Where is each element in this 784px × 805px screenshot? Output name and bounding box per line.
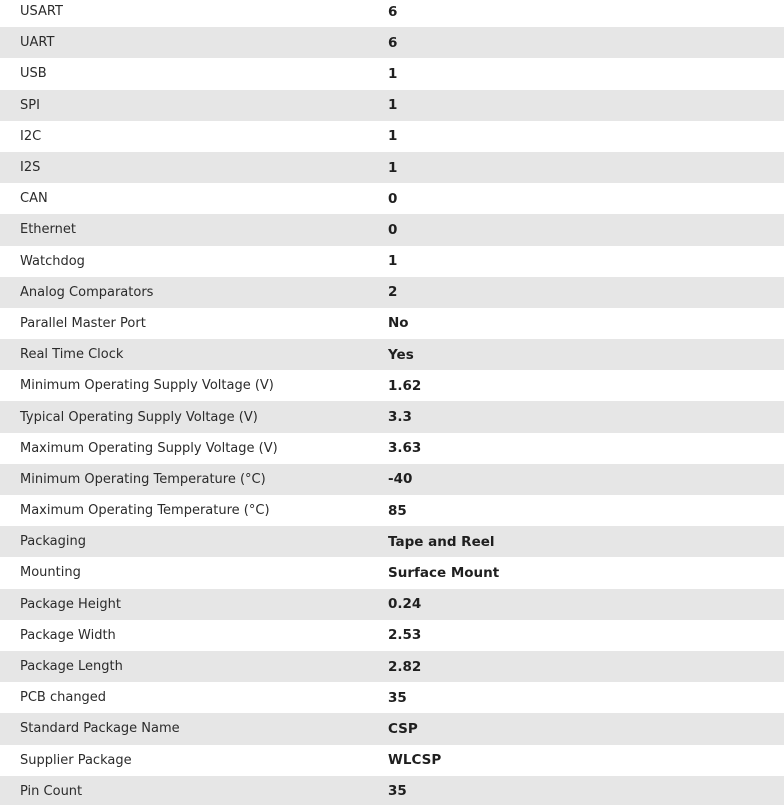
spec-row-ethernet — [0, 214, 784, 245]
spec-value: CSP — [388, 720, 418, 737]
spec-label: Typical Operating Supply Voltage (V) — [20, 409, 258, 425]
spec-value: 1 — [388, 97, 398, 114]
spec-value: 1 — [388, 159, 398, 176]
spec-row-typ-supply-voltage — [0, 401, 784, 432]
spec-label: USART — [20, 4, 63, 20]
spec-row-watchdog — [0, 246, 784, 277]
spec-row-max-supply-voltage — [0, 433, 784, 464]
spec-value: 35 — [388, 689, 407, 706]
spec-value: 2.82 — [388, 658, 422, 675]
spec-row-spi — [0, 90, 784, 121]
spec-label: I2C — [20, 128, 42, 144]
spec-value: No — [388, 315, 409, 332]
spec-label: Mounting — [20, 565, 81, 581]
spec-row-parallel-master-port — [0, 308, 784, 339]
spec-value: WLCSP — [388, 752, 442, 769]
spec-row-can — [0, 183, 784, 214]
spec-row-package-height — [0, 589, 784, 620]
spec-row-pin-count — [0, 776, 784, 805]
spec-row-packaging — [0, 526, 784, 557]
spec-row-supplier-package — [0, 745, 784, 776]
spec-row-pcb-changed — [0, 682, 784, 713]
spec-value: 2 — [388, 284, 398, 301]
spec-label: Ethernet — [20, 222, 76, 238]
spec-value: -40 — [388, 471, 413, 488]
spec-label: I2S — [20, 160, 41, 176]
spec-value: 3.63 — [388, 440, 422, 457]
spec-row-analog-comparators — [0, 277, 784, 308]
spec-label: Pin Count — [20, 783, 83, 799]
spec-label: Standard Package Name — [20, 721, 180, 737]
spec-row-i2c — [0, 121, 784, 152]
spec-value: 1 — [388, 65, 398, 82]
spec-value: Tape and Reel — [388, 533, 495, 550]
spec-value: 85 — [388, 502, 407, 519]
spec-label: Package Height — [20, 596, 121, 612]
spec-label: Maximum Operating Supply Voltage (V) — [20, 440, 278, 456]
spec-label: Minimum Operating Temperature (°C) — [20, 471, 266, 487]
spec-label: Maximum Operating Temperature (°C) — [20, 503, 270, 519]
spec-label: Analog Comparators — [20, 284, 154, 300]
spec-value: 6 — [388, 3, 398, 20]
spec-label: Package Width — [20, 627, 116, 643]
spec-label: PCB changed — [20, 690, 107, 706]
spec-row-max-temperature — [0, 495, 784, 526]
spec-label: Supplier Package — [20, 752, 132, 768]
spec-label: UART — [20, 35, 55, 51]
spec-row-package-length — [0, 651, 784, 682]
spec-row-min-temperature — [0, 464, 784, 495]
spec-row-min-supply-voltage — [0, 370, 784, 401]
spec-value: 0 — [388, 190, 398, 207]
spec-label: Package Length — [20, 659, 123, 675]
spec-label: Real Time Clock — [20, 347, 124, 363]
spec-value: Yes — [388, 346, 414, 363]
spec-label: Watchdog — [20, 253, 85, 269]
spec-value: 3.3 — [388, 409, 412, 426]
spec-row-usb — [0, 58, 784, 89]
spec-value: 2.53 — [388, 627, 422, 644]
spec-row-i2s — [0, 152, 784, 183]
spec-row-mounting — [0, 557, 784, 588]
spec-value: 1 — [388, 253, 398, 270]
spec-row-usart — [0, 0, 784, 27]
spec-label: Parallel Master Port — [20, 315, 146, 331]
spec-label: Packaging — [20, 534, 86, 550]
spec-label: Minimum Operating Supply Voltage (V) — [20, 378, 274, 394]
spec-row-package-width — [0, 620, 784, 651]
spec-value: 0 — [388, 221, 398, 238]
spec-row-standard-package-name — [0, 713, 784, 744]
spec-value: 1 — [388, 128, 398, 145]
spec-value: 0.24 — [388, 596, 422, 613]
spec-value: 35 — [388, 783, 407, 800]
spec-label: USB — [20, 66, 47, 82]
spec-label: SPI — [20, 97, 40, 113]
spec-value: Surface Mount — [388, 564, 500, 581]
spec-row-real-time-clock — [0, 339, 784, 370]
spec-value: 1.62 — [388, 377, 422, 394]
spec-label: CAN — [20, 191, 48, 207]
spec-value: 6 — [388, 34, 398, 51]
spec-row-uart — [0, 27, 784, 58]
